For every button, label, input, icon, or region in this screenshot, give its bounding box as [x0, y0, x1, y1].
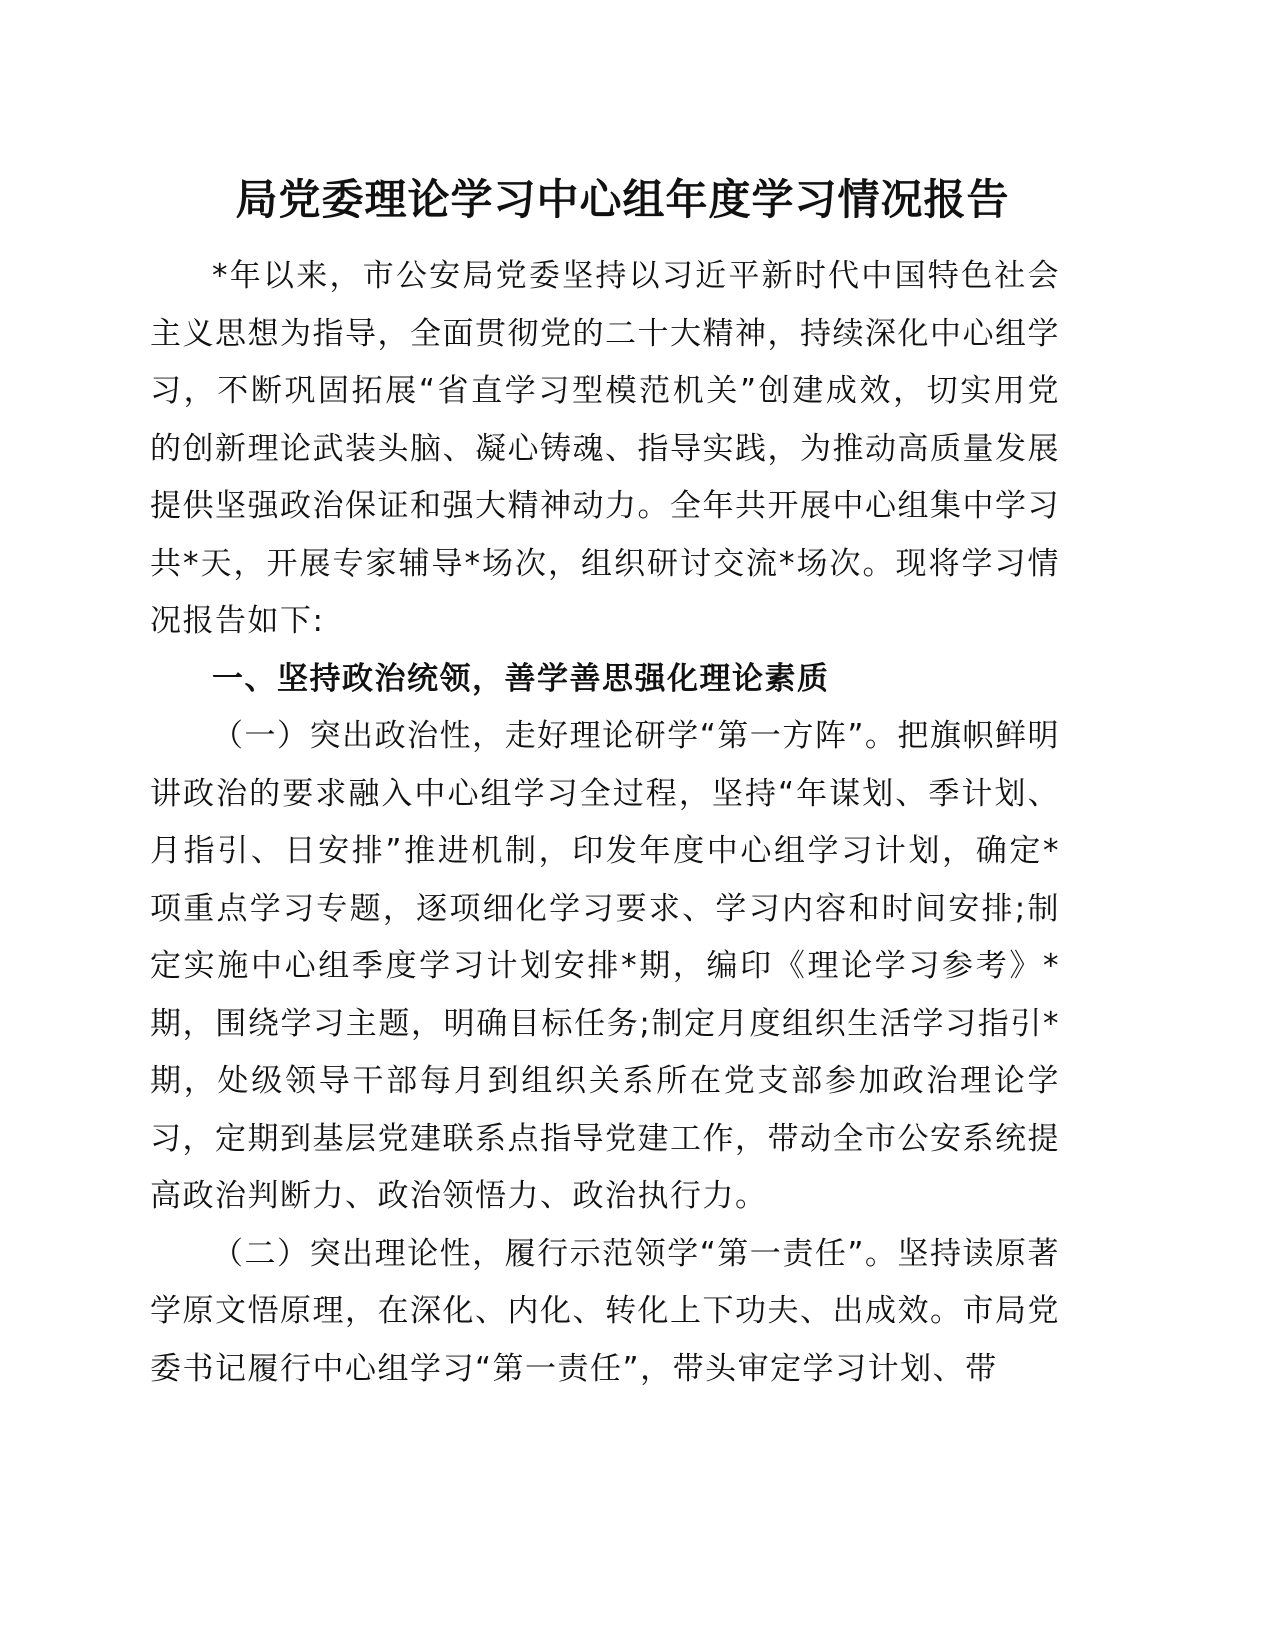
document-title: 局党委理论学习中心组年度学习情况报告	[235, 175, 1010, 224]
document-body	[150, 248, 1060, 1398]
subsection-paragraph-1: （一）突出政治性，走好理论研学“第一方阵”。把旗帜鲜明讲政治的要求融入中心组学习全过程，坚持“年谋划、季计划、月指引、日安排”推进机制，印发年度中心组学习计划，确定*项重点学习专题，逐项细化学习要求、学习内容和时间安排;制定实施中心组季度学习计划安排*期，编印《理论学习参考》*期，围绕学习主题，明确目标任务;制定月度组织生活学习指引*期，处级领导干部每月到组织关系所在党支部参加政治理论学习，定期到基层党建联系点指导党建工作，带动全市公安系统提高政治判断力、政治领悟力、政治执行力。	[150, 718, 1060, 1214]
subsection-paragraph-2: （二）突出理论性，履行示范领学“第一责任”。坚持读原著学原文悟原理，在深化、内化、转化上下功夫、出成效。市局党委书记履行中心组学习“第一责任”，带头审定学习计划、带	[150, 1235, 1060, 1387]
intro-paragraph: *年以来，市公安局党委坚持以习近平新时代中国特色社会主义思想为指导，全面贯彻党的二十大精神，持续深化中心组学习，不断巩固拓展“省直学习型模范机关”创建成效，切实用党的创新理论武装头脑、凝心铸魂、指导实践，为推动高质量发展提供坚强政治保证和强大精神动力。全年共开展中心组集中学习共*天，开展专家辅导*场次，组织研讨交流*场次。现将学习情况报告如下:	[150, 258, 1060, 639]
section-heading-1: 一、坚持政治统领，善学善思强化理论素质	[212, 660, 830, 697]
